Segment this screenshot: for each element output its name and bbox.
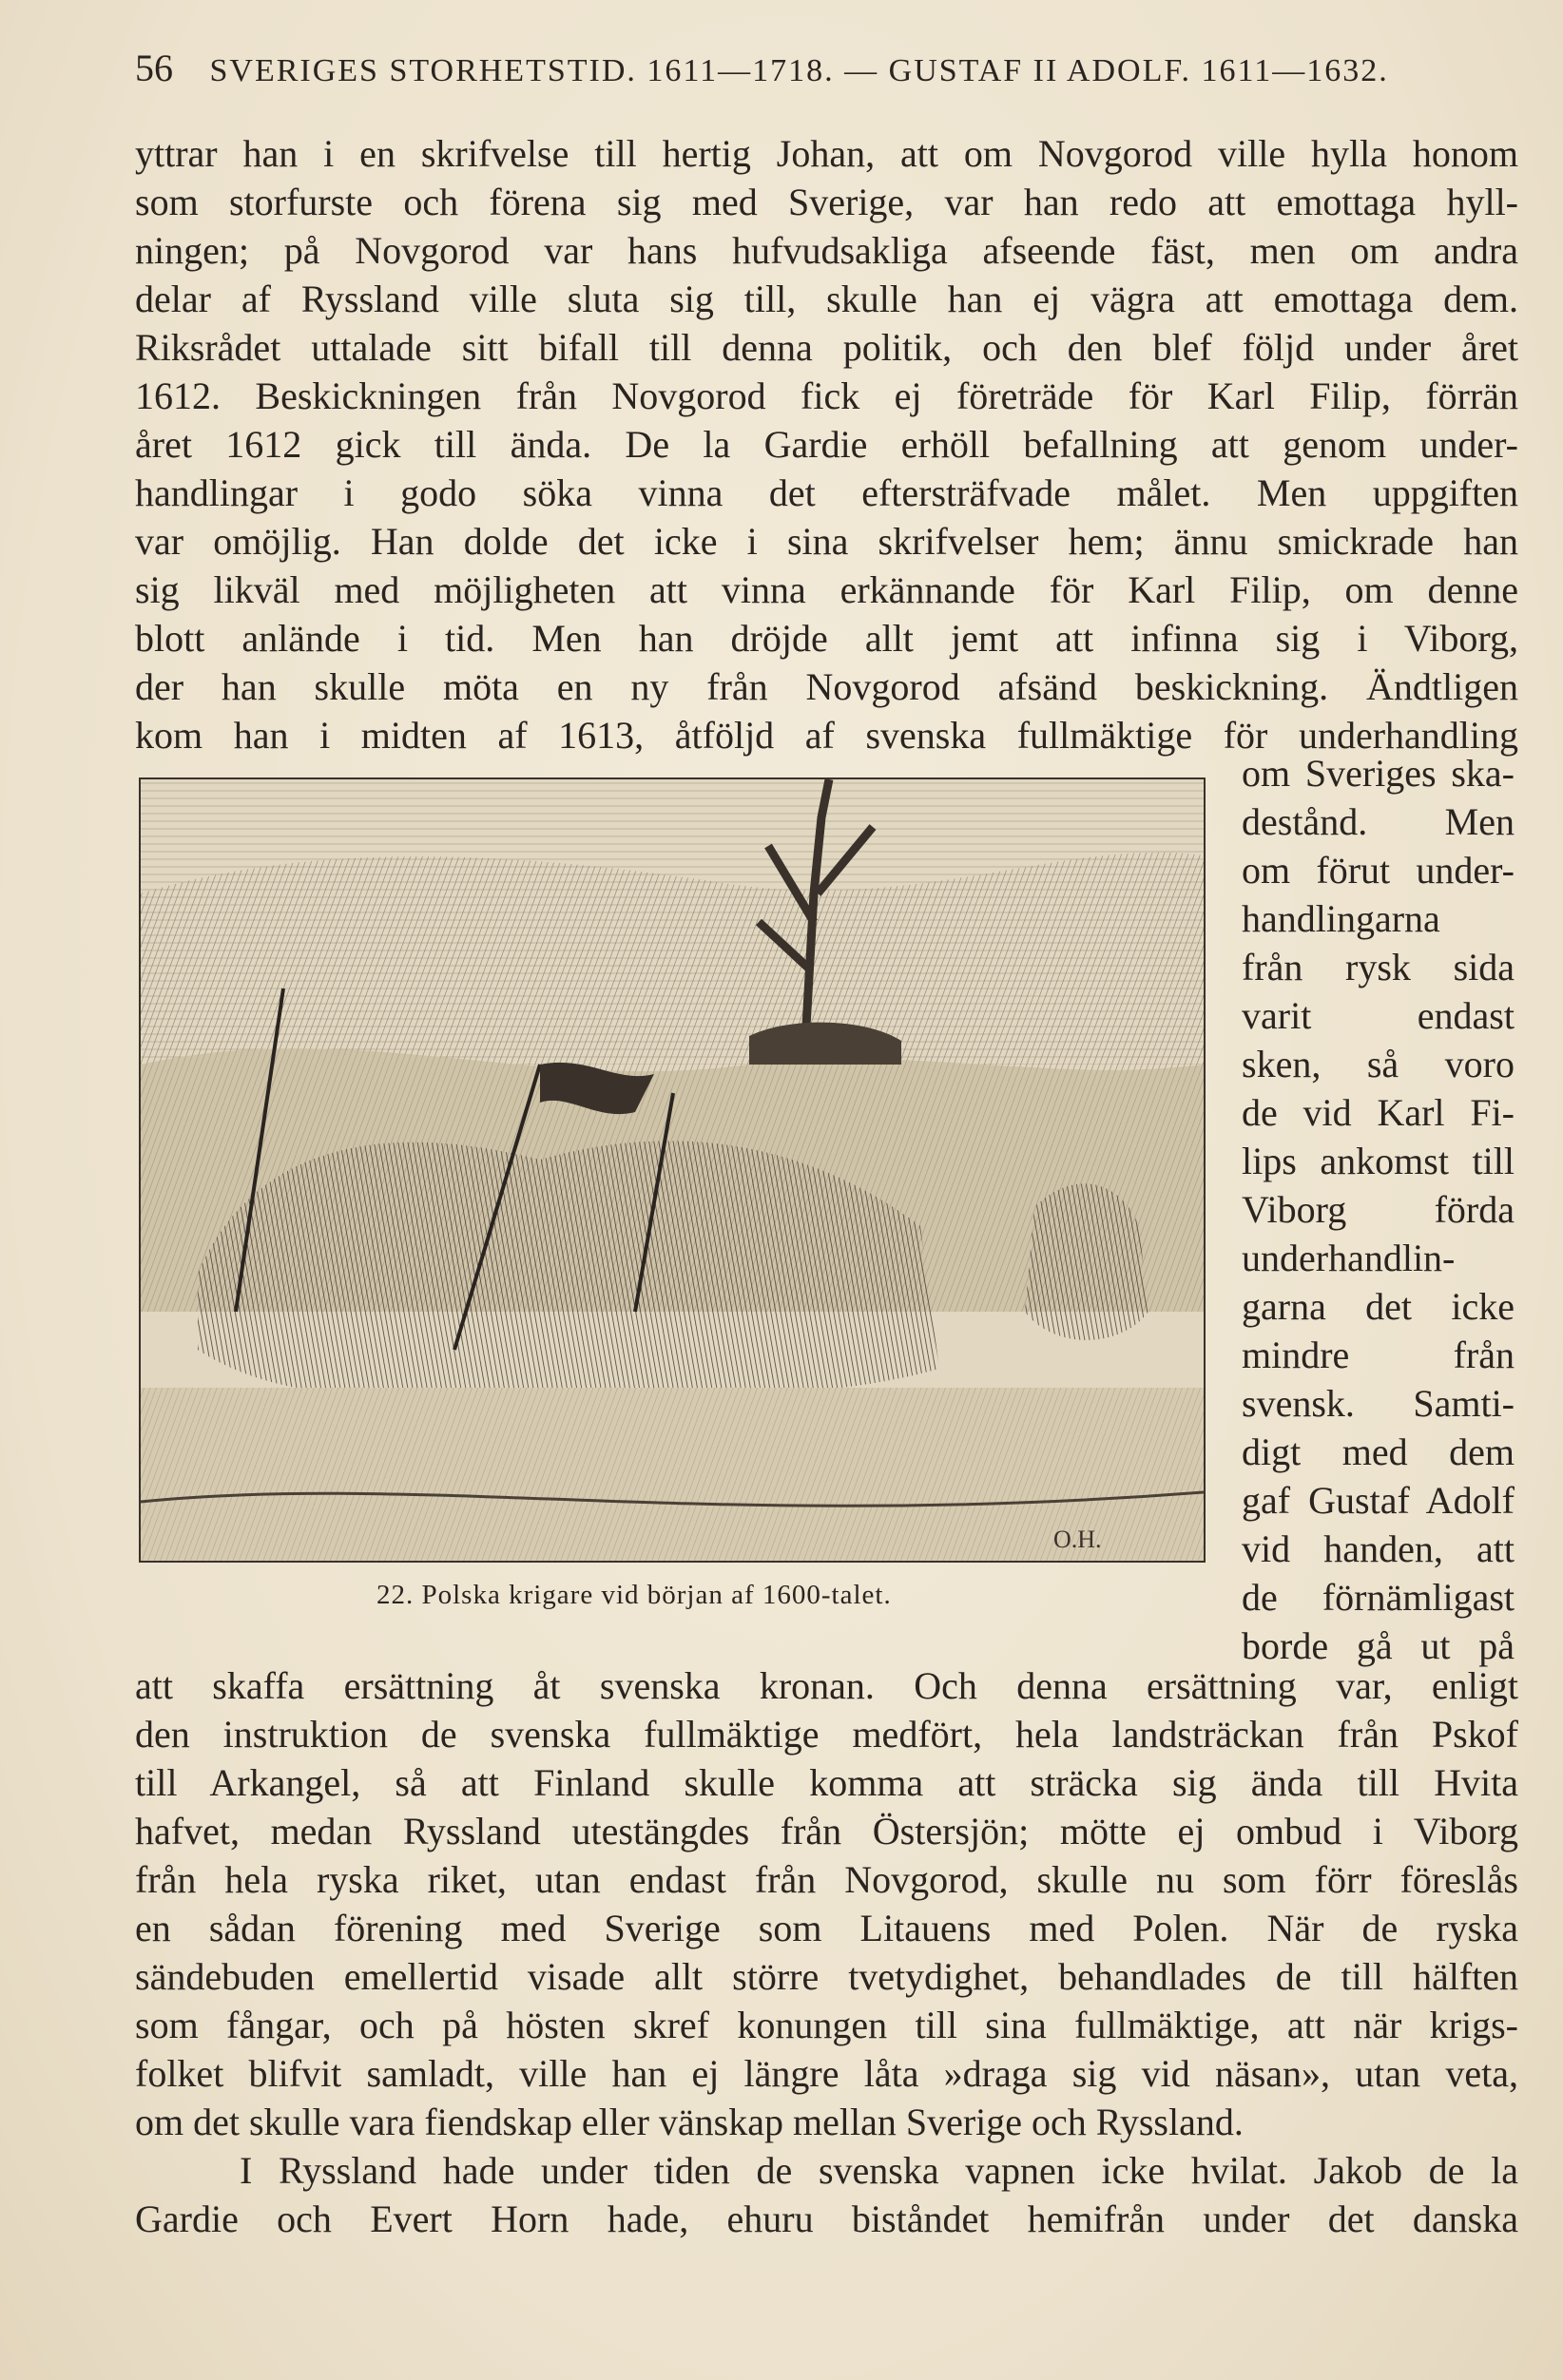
text-line: om Sveriges ska-	[1242, 752, 1515, 795]
text-line: från hela ryska riket, utan endast från Novgorod, skulle nu som förr föreslås	[135, 1858, 1518, 1901]
running-title: SVERIGES STORHETSTID. 1611—1718. — GUSTAF II ADOLF. 1611—1632.	[209, 53, 1389, 88]
text-line: vid handen, att	[1242, 1527, 1515, 1570]
text-line: handlingar i godo söka vinna det eftersträfvade målet. Men uppgiften	[135, 471, 1518, 514]
text-line: Viborg förda	[1242, 1188, 1515, 1231]
text-line: yttrar han i en skrifvelse till hertig Johan, att om Novgorod ville hylla honom	[135, 132, 1518, 175]
top-text-block	[135, 129, 1518, 759]
text-line: om det skulle vara fiendskap eller vänskap mellan Sverige och Ryssland.	[135, 2101, 1244, 2143]
text-line: der han skulle möta en ny från Novgorod afsänd beskickning. Ändtligen	[135, 665, 1518, 708]
text-line: Gardie och Evert Horn hade, ehuru biståndet hemifrån under det danska	[135, 2198, 1518, 2240]
page-header	[135, 46, 1447, 103]
text-line: till Arkangel, så att Finland skulle komma att sträcka sig ända till Hvita	[135, 1761, 1518, 1804]
text-line: blott anlände i tid. Men han dröjde allt jemt att infinna sig i Viborg,	[135, 617, 1518, 660]
text-line: delar af Ryssland ville sluta sig till, skulle han ej vägra att emottaga dem.	[135, 278, 1518, 320]
text-line: borde gå ut på	[1242, 1624, 1515, 1667]
text-line: I Ryssland hade under tiden de svenska vapnen icke hvilat. Jakob de la	[240, 2149, 1518, 2192]
page-number: 56	[135, 47, 173, 89]
text-line: de vid Karl Fi-	[1242, 1091, 1515, 1134]
text-line: folket blifvit samladt, ville han ej längre låta »draga sig vid näsan», utan veta,	[135, 2052, 1518, 2095]
text-line: lips ankomst till	[1242, 1140, 1515, 1182]
text-line: sken, så voro	[1242, 1043, 1515, 1085]
text-line: underhandlin-	[1242, 1237, 1456, 1279]
text-line: ningen; på Novgorod var hans hufvudsakliga afseende fäst, men om andra	[135, 229, 1518, 272]
text-line: om förut under-	[1242, 849, 1515, 892]
text-line: från rysk sida	[1242, 946, 1515, 988]
text-line: sig likväl med möjligheten att vinna erkännande för Karl Filip, om denne	[135, 568, 1518, 611]
engraver-signature: O.H.	[1053, 1526, 1102, 1553]
text-line: destånd. Men	[1242, 800, 1515, 843]
text-line: att skaffa ersättning åt svenska kronan. Och denna ersättning var, enligt	[135, 1664, 1518, 1707]
text-line: varit endast	[1242, 994, 1515, 1037]
text-line: 1612. Beskickningen från Novgorod fick ej företräde för Karl Filip, förrän	[135, 374, 1518, 417]
bottom-text-block	[135, 1661, 1518, 2243]
text-line: kom han i midten af 1613, åtföljd af svenska fullmäktige för underhandling	[135, 714, 1518, 757]
figure-caption: 22. Polska krigare vid början af 1600-talet.	[376, 1580, 892, 1610]
text-line: mindre från	[1242, 1334, 1515, 1376]
text-line: hafvet, medan Ryssland utestängdes från Östersjön; mötte ej ombud i Viborg	[135, 1810, 1518, 1852]
text-line: som storfurste och förena sig med Sverige, var han redo att emottaga hyll-	[135, 181, 1518, 223]
text-line: digt med dem	[1242, 1430, 1515, 1473]
engraving-polish-warriors	[139, 777, 1206, 1563]
text-line: gaf Gustaf Adolf	[1242, 1479, 1515, 1522]
text-line: året 1612 gick till ända. De la Gardie erhöll befallning att genom under-	[135, 423, 1518, 466]
text-line: som fångar, och på hösten skref konungen till sina fullmäktige, att när krigs-	[135, 2004, 1518, 2046]
side-text-block	[1242, 749, 1515, 1670]
text-line: sändebuden emellertid visade allt större tvetydighet, behandlades de till hälften	[135, 1955, 1518, 1998]
text-line: var omöjlig. Han dolde det icke i sina skrifvelser hem; ännu smickrade han	[135, 520, 1518, 563]
text-line: de förnämligast	[1242, 1576, 1515, 1619]
text-line: en sådan förening med Sverige som Litauens med Polen. När de ryska	[135, 1907, 1518, 1949]
text-line: den instruktion de svenska fullmäktige medfört, hela landsträckan från Pskof	[135, 1713, 1518, 1756]
text-line: garna det icke	[1242, 1285, 1515, 1328]
text-line: handlingarna	[1242, 897, 1440, 940]
text-line: Riksrådet uttalade sitt bifall till denna politik, och den blef följd under året	[135, 326, 1518, 369]
text-line: svensk. Samti-	[1242, 1382, 1515, 1425]
